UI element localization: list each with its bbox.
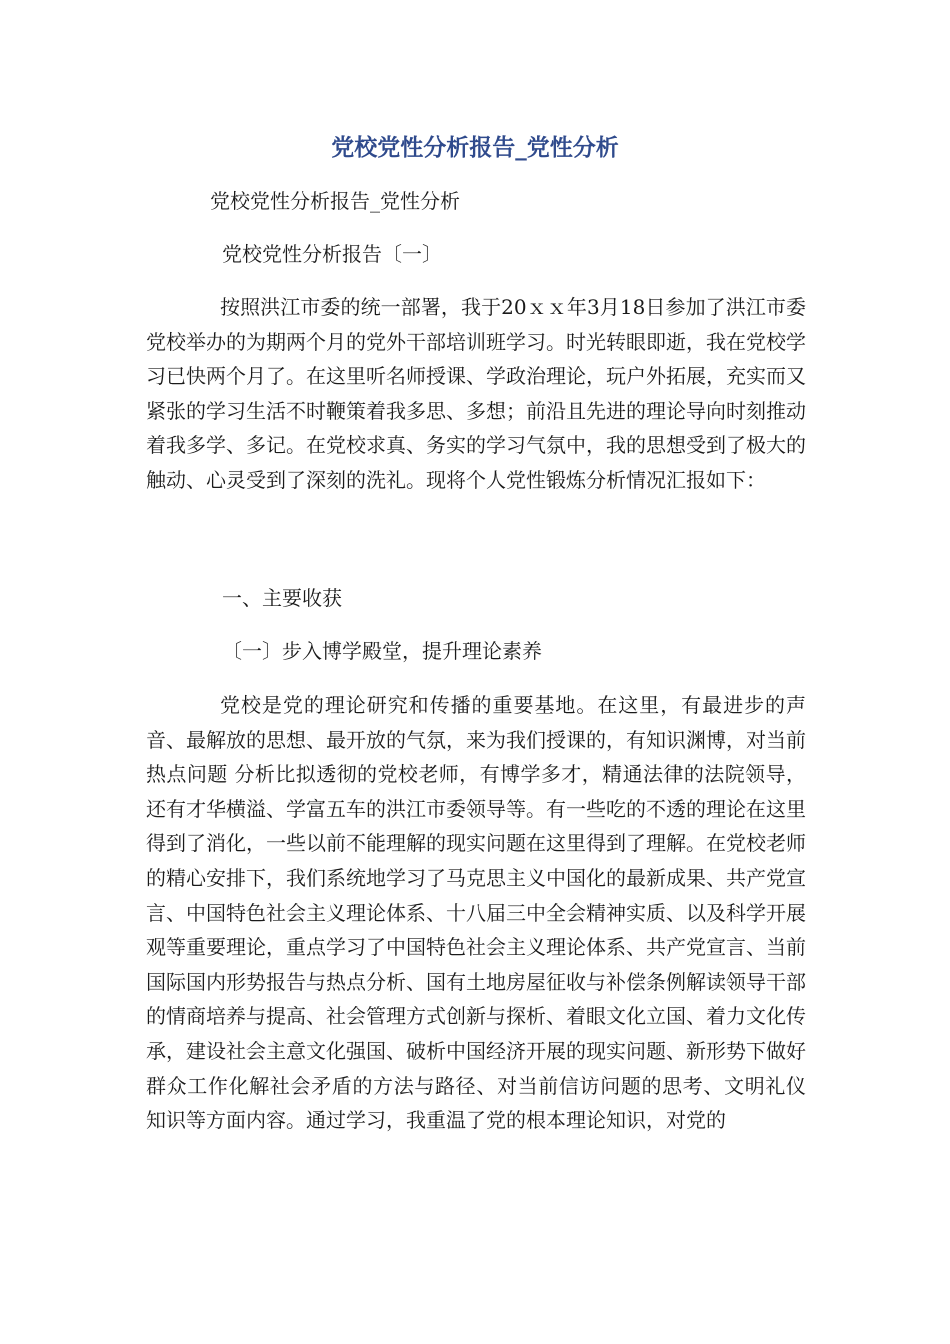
paragraph-party-school: 党校是党的理论研究和传播的重要基地。在这里，有最进步的声音、最解放的思想、最开放的气氛，来为我们授课的，有知识渊博，对当前热点问题 分析比拟透彻的党校老师，有博学多才，精通法律的法院领导，还有才华横溢、学富五车的洪江市委领导等。有一些吃的不透的理论在这里得到了消化，一些以前不能理解的现实问题在这里得到了理解。在党校老师的精心安排下，我们系统地学习了马克思主义中国化的最新成果、共产党宣言、中国特色社会主义理论体系、十八届三中全会精神实质、以及科学开展观等重要理论，重点学习了中国特色社会主义理论体系、共产党宣言、当前国际国内形势报告与热点分析、国有土地房屋征收与补偿条例解读领导干部的情商培养与提高、社会管理方式创新与探析、着眼文化立国、着力文化传承，建设社会主意文化强国、破析中国经济开展的现实问题、新形势下做好群众工作化解社会矛盾的方法与路径、对当前信访问题的思考、文明礼仪 知识等方面内容。通过学习，我重温了党的根本理论知识，对党的	[146, 693, 806, 1133]
section-title: 党校党性分析报告〔一〕	[222, 242, 442, 266]
heading-main-gains: 一、主要收获	[222, 586, 342, 610]
document-subtitle: 党校党性分析报告_党性分析	[210, 189, 460, 213]
heading-theory: 〔一〕步入博学殿堂，提升理论素养	[222, 639, 542, 663]
document-title: 党校党性分析报告_党性分析	[331, 135, 619, 161]
paragraph-intro: 按照洪江市委的统一部署，我于20ｘｘ年3月18日参加了洪江市委党校举办的为期两个月的党外干部培训班学习。时光转眼即逝，我在党校学习已快两个月了。在这里听名师授课、学政治理论，玩户外拓展，充实而又紧张的学习生活不时鞭策着我多思、多想；前沿且先进的理论导向时刻推动着我多学、多记。在党校求真、务实的学习气氛中，我的思想受到了极大的触动、心灵受到了深刻的洗礼。现将个人党性锻炼分析情况汇报如下：	[146, 295, 806, 492]
